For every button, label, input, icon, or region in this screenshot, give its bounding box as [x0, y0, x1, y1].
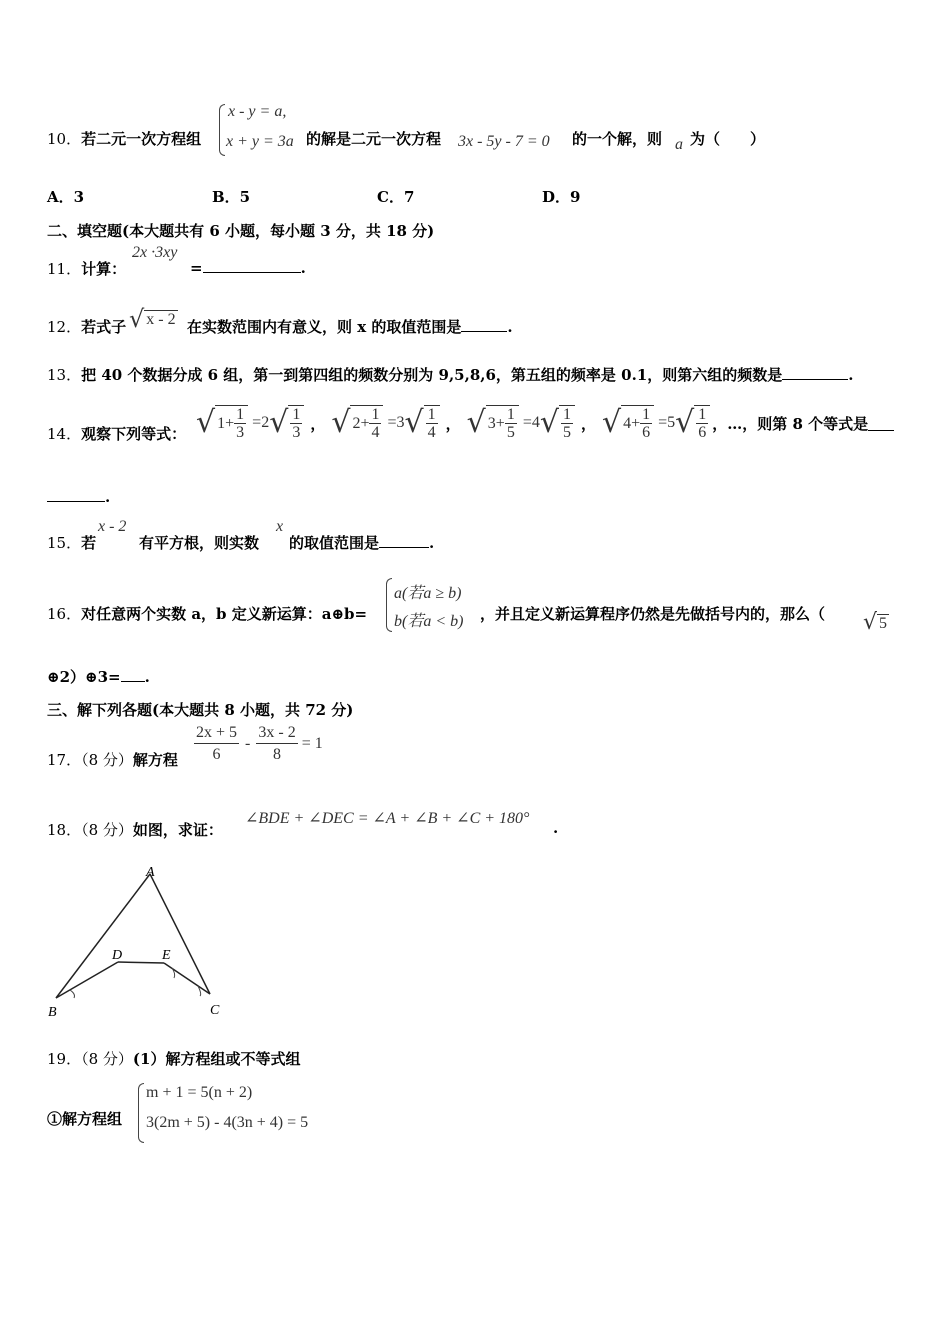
figure-line-bd: [56, 962, 118, 998]
q15-text-1: 若: [81, 534, 97, 552]
q16-period: .: [144, 668, 150, 686]
q14-text-2: ，…，则第 8 个等式是: [712, 414, 869, 433]
figure-line-ec: [164, 963, 210, 994]
q16-line-2: [47, 666, 150, 687]
q10-stem: [47, 128, 201, 149]
q10-option-c: C．7: [377, 188, 415, 206]
q10-option-a: A．3: [47, 188, 85, 206]
q10-equation-2: x + y = 3a: [226, 133, 294, 150]
q13-text: 把 40 个数据分成 6 组，第一到第四组的频数分别为 9,5,8,6，第五组的频率是 0.1，则第六组的频数是: [81, 366, 783, 384]
q16-number: 16．: [47, 605, 82, 623]
q17-fraction-2: $\frac{3x - 2}{8}$: [258, 724, 296, 763]
q10-text-2: 的解是二元一次方程: [306, 130, 442, 148]
q15-answer-blank[interactable]: [379, 533, 429, 548]
q16-radical-sign: √: [863, 610, 878, 635]
q15-period: .: [429, 534, 435, 552]
q15-variable: x: [276, 518, 284, 535]
q16-case-1: a(若a ≥ b): [394, 585, 462, 602]
q14-equation-3: √ 3 + $\frac{1}{5}$ = 4 √ $\frac{1}{5}$: [467, 405, 575, 441]
q15-text-3: 的取值范围是: [289, 534, 380, 552]
section-3-heading: 三、解下列各题(本大题共 8 小题，共 72 分): [47, 701, 354, 719]
q14-equations: [196, 398, 894, 448]
q15-text-2: 有平方根，则实数: [139, 534, 260, 552]
q14-separator-1: ，: [310, 414, 326, 433]
figure-label-e: E: [162, 948, 171, 963]
q12-radical-sign: √: [129, 305, 145, 333]
q15-number: 15．: [47, 534, 82, 552]
q10-text-4: 为（ ）: [690, 130, 766, 148]
q18-figure: [40, 862, 240, 1022]
q10-system-brace: [219, 104, 225, 156]
q17-minus: -: [245, 734, 251, 752]
q14-period: .: [105, 488, 111, 506]
q12-number: 12．: [47, 318, 82, 336]
q10-option-b: B．5: [212, 188, 251, 206]
q10-number: 10．: [47, 130, 82, 148]
q17-stem: [47, 749, 178, 770]
q16-radicand: 5: [879, 614, 888, 632]
q12-period: .: [507, 318, 513, 336]
q14-separator-2: ，: [445, 414, 461, 433]
q18-number: 18．: [47, 821, 82, 839]
q16-text-2: ，并且定义新运算程序仍然是先做括号内的，那么（: [480, 605, 826, 623]
q18-points: （8 分）: [81, 821, 133, 839]
q14-answer-blank-1[interactable]: [868, 416, 894, 431]
q14-equation-4: √ 4 + $\frac{1}{6}$ = 5 √ $\frac{1}{6}$: [602, 405, 710, 441]
q17-rhs: = 1: [301, 734, 323, 752]
q15-stem: [47, 532, 96, 553]
section-2-heading: 二、填空题(本大题共有 6 小题，每小题 3 分，共 18 分): [47, 222, 435, 240]
q14-equation-2: √ 2 + $\frac{1}{4}$ = 3 √ $\frac{1}{4}$: [331, 405, 439, 441]
q18-stem: [47, 819, 223, 840]
q18-expression: ∠BDE + ∠DEC = ∠A + ∠B + ∠C + 180°: [245, 810, 530, 827]
q12-answer-blank[interactable]: [461, 317, 507, 332]
q16-case-2: b(若a < b): [394, 613, 464, 630]
q10-text-1: 若二元一次方程组: [81, 130, 202, 148]
q13-stem: [47, 364, 854, 385]
q18-period: .: [553, 819, 559, 837]
q19-equation-2: 3(2m + 5) - 4(3n + 4) = 5: [146, 1114, 309, 1131]
q13-answer-blank[interactable]: [782, 365, 848, 380]
q17-text-1: 解方程: [132, 751, 178, 769]
q19-equation-1: m + 1 = 5(n + 2): [146, 1084, 253, 1101]
figure-line-de: [118, 962, 164, 963]
q13-period: .: [848, 366, 854, 384]
q12-radical: [129, 304, 178, 334]
q12-text-1: 若式子: [81, 318, 127, 336]
q11-text-1: 计算：: [81, 260, 127, 278]
q10-variable: a: [675, 136, 683, 153]
q16-piecewise-brace: [386, 578, 392, 632]
q13-number: 13．: [47, 366, 82, 384]
figure-line-ab: [56, 874, 150, 998]
q15-text-3-wrap: [289, 532, 434, 553]
q16-radical: [863, 608, 889, 638]
q11-equals: =: [190, 259, 203, 277]
q19-sub-label: ①解方程组: [47, 1110, 123, 1128]
q17-equation: [194, 722, 323, 765]
q14-number: 14．: [47, 425, 82, 443]
q14-line-2: [47, 487, 110, 506]
q12-text-2-wrap: [187, 316, 513, 337]
q15-expression: x - 2: [98, 518, 127, 535]
q12-radicand: x - 2: [146, 310, 176, 328]
q19-text-1: (1）解方程组或不等式组: [132, 1050, 301, 1068]
figure-line-ac: [150, 874, 210, 994]
q11-stem: [47, 258, 126, 279]
q18-text-1: 如图，求证：: [132, 821, 223, 839]
q10-equation-3: 3x - 5y - 7 = 0: [458, 133, 550, 150]
q12-stem: [47, 316, 126, 337]
q11-answer: [190, 258, 306, 277]
q14-separator-3: ，: [580, 414, 596, 433]
q17-points: （8 分）: [81, 751, 133, 769]
q12-text-2: 在实数范围内有意义，则 x 的取值范围是: [187, 318, 462, 336]
q10-option-d: D．9: [542, 188, 581, 206]
q14-stem: [47, 423, 186, 444]
q14-answer-blank-2[interactable]: [47, 487, 105, 502]
figure-angle-b-arc: [70, 990, 75, 998]
q17-fraction-1: $\frac{2x + 5}{6}$: [196, 724, 238, 763]
q14-equation-1: √ 1 + $\frac{1}{3}$ = 2 √ $\frac{1}{3}$: [196, 405, 304, 441]
q10-text-3: 的一个解，则: [572, 130, 663, 148]
q11-answer-blank[interactable]: [203, 258, 301, 273]
figure-label-b: B: [48, 1005, 57, 1020]
q16-stem: [47, 603, 367, 624]
q16-line-2-text: ⊕2）⊕3=: [47, 668, 121, 686]
q11-expression: 2x ·3xy: [132, 244, 178, 261]
q11-period: .: [300, 259, 306, 277]
q16-answer-blank[interactable]: [121, 667, 145, 682]
q11-number: 11．: [47, 260, 82, 278]
q17-number: 17．: [47, 751, 82, 769]
q19-system-brace: [138, 1083, 144, 1143]
q14-text-1: 观察下列等式：: [81, 425, 187, 443]
figure-label-a: A: [146, 865, 155, 880]
q19-points: （8 分）: [81, 1050, 133, 1068]
figure-label-c: C: [210, 1003, 220, 1018]
q16-text-1: 对任意两个实数 a，b 定义新运算：a⊕b=: [81, 605, 368, 623]
q19-number: 19．: [47, 1050, 82, 1068]
figure-label-d: D: [112, 948, 123, 963]
q10-equation-1: x - y = a,: [228, 103, 287, 120]
q19-stem: [47, 1048, 300, 1069]
